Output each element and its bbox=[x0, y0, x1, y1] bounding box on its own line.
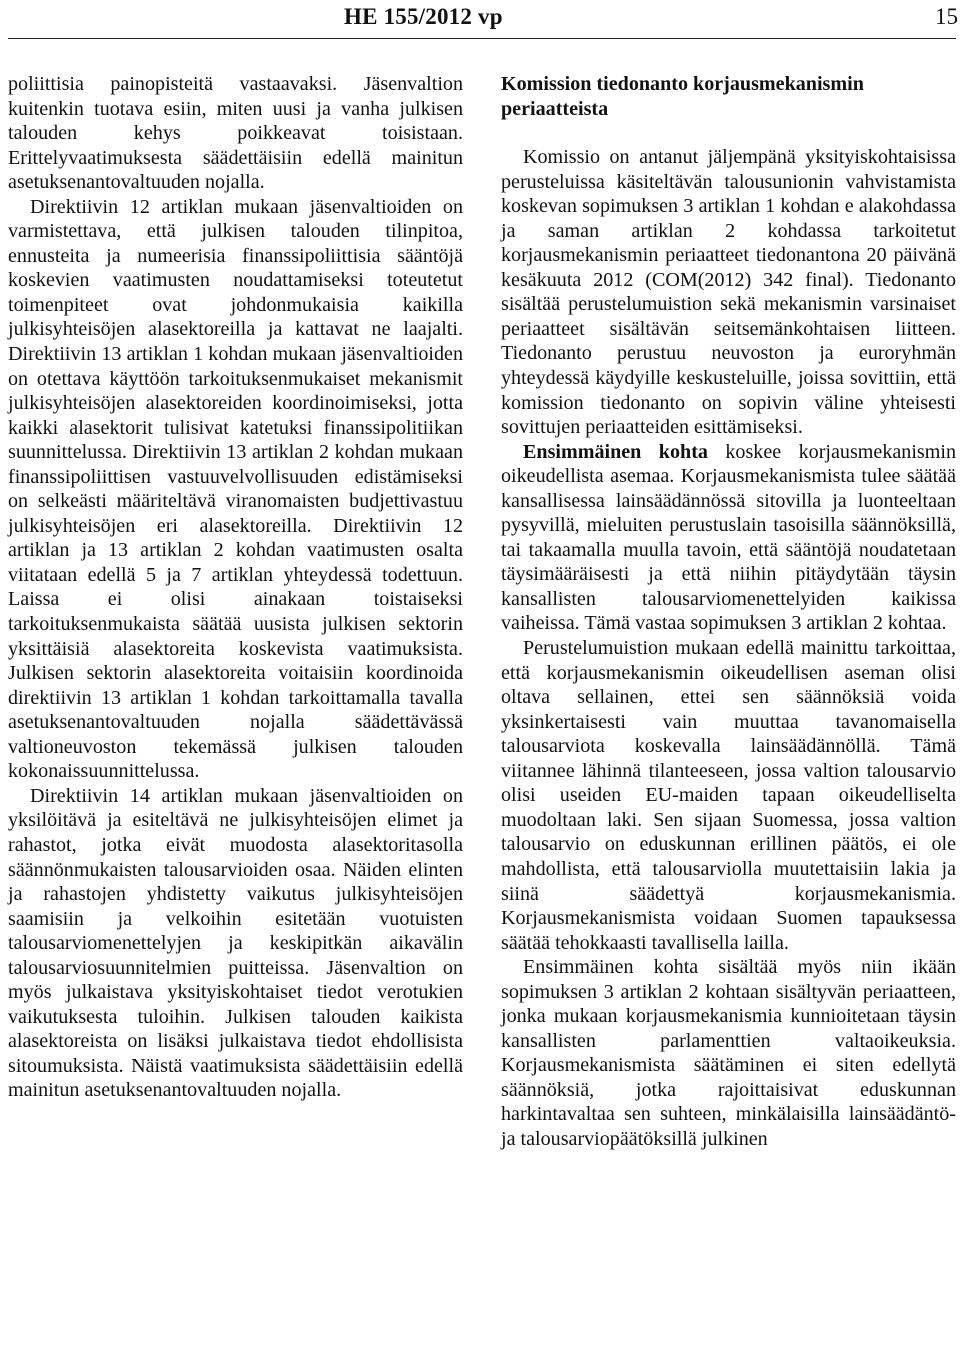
page-number: 15 bbox=[935, 4, 958, 29]
paragraph bbox=[501, 440, 956, 636]
paragraph: Direktiivin 12 artiklan mukaan jäsenvaltioiden on varmistettava, että julkisen talouden tilinpitoa, ennusteita ja numeerisia finanssipoliittisia sääntöjä koskevien vaatimusten noudattamiseksi toteutetut toimenpiteet ovat johdonmukaisia kaikilla julkisyhteisöjen alasektoreilla ja kattavat ne laajalti. Direktiivin 13 artiklan 1 kohdan mukaan jäsenvaltioiden on otettava käyttöön tarkoituksenmukaiset mekanismit julkisyhteisöjen alasektoreiden koordinoimiseksi, jotta kaikki alasektorit tulisivat katetuksi finanssipolitiikan suunnittelussa. Direktiivin 13 artiklan 2 kohdan mukaan finanssipoliittisen vastuuvelvollisuuden edistämiseksi on selkeästi määriteltävä viranomaisten budjettivastuu julkisyhteisöjen eri alasektoreilla. Direktiivin 12 artiklan ja 13 artiklan 2 kohdan vaatimusten osalta viitataan edellä 5 ja 7 artiklan yhteydessä todettuun. Laissa ei olisi ainakaan toistaiseksi tarkoituksenmukaista säätää uusista julkisen sektorin yksittäisiä alasektoreita koskevista vaatimuksista. Julkisen sektorin alasektoreita voitaisiin koordinoida direktiivin 13 artiklan 1 kohdan tarkoittamalla tavalla asetuksenantovaltuuden nojalla säädettävässä valtioneuvoston tekemässä julkisen talouden kokonaissuunnittelussa. bbox=[8, 195, 463, 783]
paragraph: poliittisia painopisteitä vastaavaksi. Jäsenvaltion kuitenkin tuotava esiin, miten uusi ja vanha julkisen talouden kehys poikkeavat toisistaan. Erittelyvaatimuksesta säädettäisiin edellä mainitun asetuksenantovaltuuden nojalla. bbox=[8, 73, 463, 194]
right-column bbox=[501, 72, 956, 1152]
paragraph: Direktiivin 14 artiklan mukaan jäsenvaltioiden on yksilöitävä ja esiteltävä ne julkisyhteisöjen elimet ja rahastot, jotka eivät muodosta alasektoritasolla säännönmukaisten talousarvioiden osaa. Näiden elinten ja rahastojen yhdistetty vaikutus julkisyhteisöjen saamisiin ja velkoihin esitetään vuotuisten talousarviomenettelyjen ja keskipitkän aikavälin talousarviosuunnitelmien puitteissa. Jäsenvaltion on myös julkaistava yksityiskohtaiset tiedot verotukien vaikutuksesta tuloihin. Julkisen talouden kaikista alasektoreista on lisäksi julkaistava tiedot ehdollisista sitoumuksista. Näistä vaatimuksista säädettäisiin edellä mainitun asetuksenantovaltuuden nojalla. bbox=[8, 784, 463, 1102]
section-heading: Komission tiedonanto korjausmekanismin periaatteista bbox=[501, 73, 864, 120]
header-rule bbox=[8, 38, 956, 39]
paragraph: Komissio on antanut jäljempänä yksityiskohtaisissa perusteluissa käsiteltävän talousunionin vahvistamista koskevan sopimuksen 3 artiklan 1 kohdan e alakohdassa ja saman artiklan 2 kohdassa tarkoitetut korjausmekanismin periaatteet tiedonantona 20 päivänä kesäkuuta 2012 (COM(2012) 342 final). Tiedonanto sisältää perustelumuistion sekä mekanismin varsinaiset periaatteet sisältävän seitsemänkohtaisen liitteen. Tiedonanto perustuu neuvoston ja euroryhmän yhteydessä käydyille keskusteluille, joissa sovittiin, että komission tiedonanto on sopivin väline yhteisesti sovittujen periaatteiden esittämiseksi. bbox=[501, 146, 956, 439]
paragraph: Ensimmäinen kohta sisältää myös niin ikään sopimuksen 3 artiklan 2 kohtaan sisältyvän periaatteen, jonka mukaan korjausmekanismia kunnioitetaan täysin kansallisten parlamenttien valtaoikeuksia. Korjausmekanismista säätäminen ei siten edellytä säännöksiä, jotka rajoittaisivat eduskunnan harkintavaltaa sen suhteen, minkälaisilla lainsäädäntö- ja talousarviopäätöksillä julkinen bbox=[501, 956, 956, 1150]
document-reference: HE 155/2012 vp bbox=[344, 4, 503, 29]
paragraph: Perustelumuistion mukaan edellä mainittu tarkoittaa, että korjausmekanismin oikeudellisen aseman olisi oltava sellainen, ettei sen säännöksiä voida yksinkertaisesti vain muuttaa tavanomaisella talousarviota koskevalla lainsäädännöllä. Tämä viitannee lähinnä tilanteeseen, jossa valtion talousarvio olisi useiden EU-maiden tapaan oikeudelliselta muodoltaan laki. Sen sijaan Suomessa, jossa valtion talousarvio on eduskunnan erillinen päätös, ei ole mahdollista, että talousarviolla muutettaisiin lakia ja siinä säädettyä korjausmekanismia. Korjausmekanismista voidaan Suomen tapauksessa säätää tehokkaasti tavallisella lailla. bbox=[501, 637, 956, 954]
left-column bbox=[8, 72, 463, 1103]
paragraph-text: koskee korjausmekanismin oikeudellista asemaa. Korjausmekanismista tulee säätää kansallisessa lainsäädännössä sitovilla ja luonteeltaan pysyvillä, mieluiten perustuslain tasoisilla säännöksillä, tai takaamalla muulla tavoin, että sääntöjä noudatetaan täysimääräisesti ja että niihin pitäydytään täysin kansallisten talousarviomenettelyiden kaikissa vaiheissa. Tämä vastaa sopimuksen 3 artiklan 2 kohtaa. bbox=[501, 440, 956, 635]
emphasized-term: Ensimmäinen kohta bbox=[523, 440, 708, 463]
